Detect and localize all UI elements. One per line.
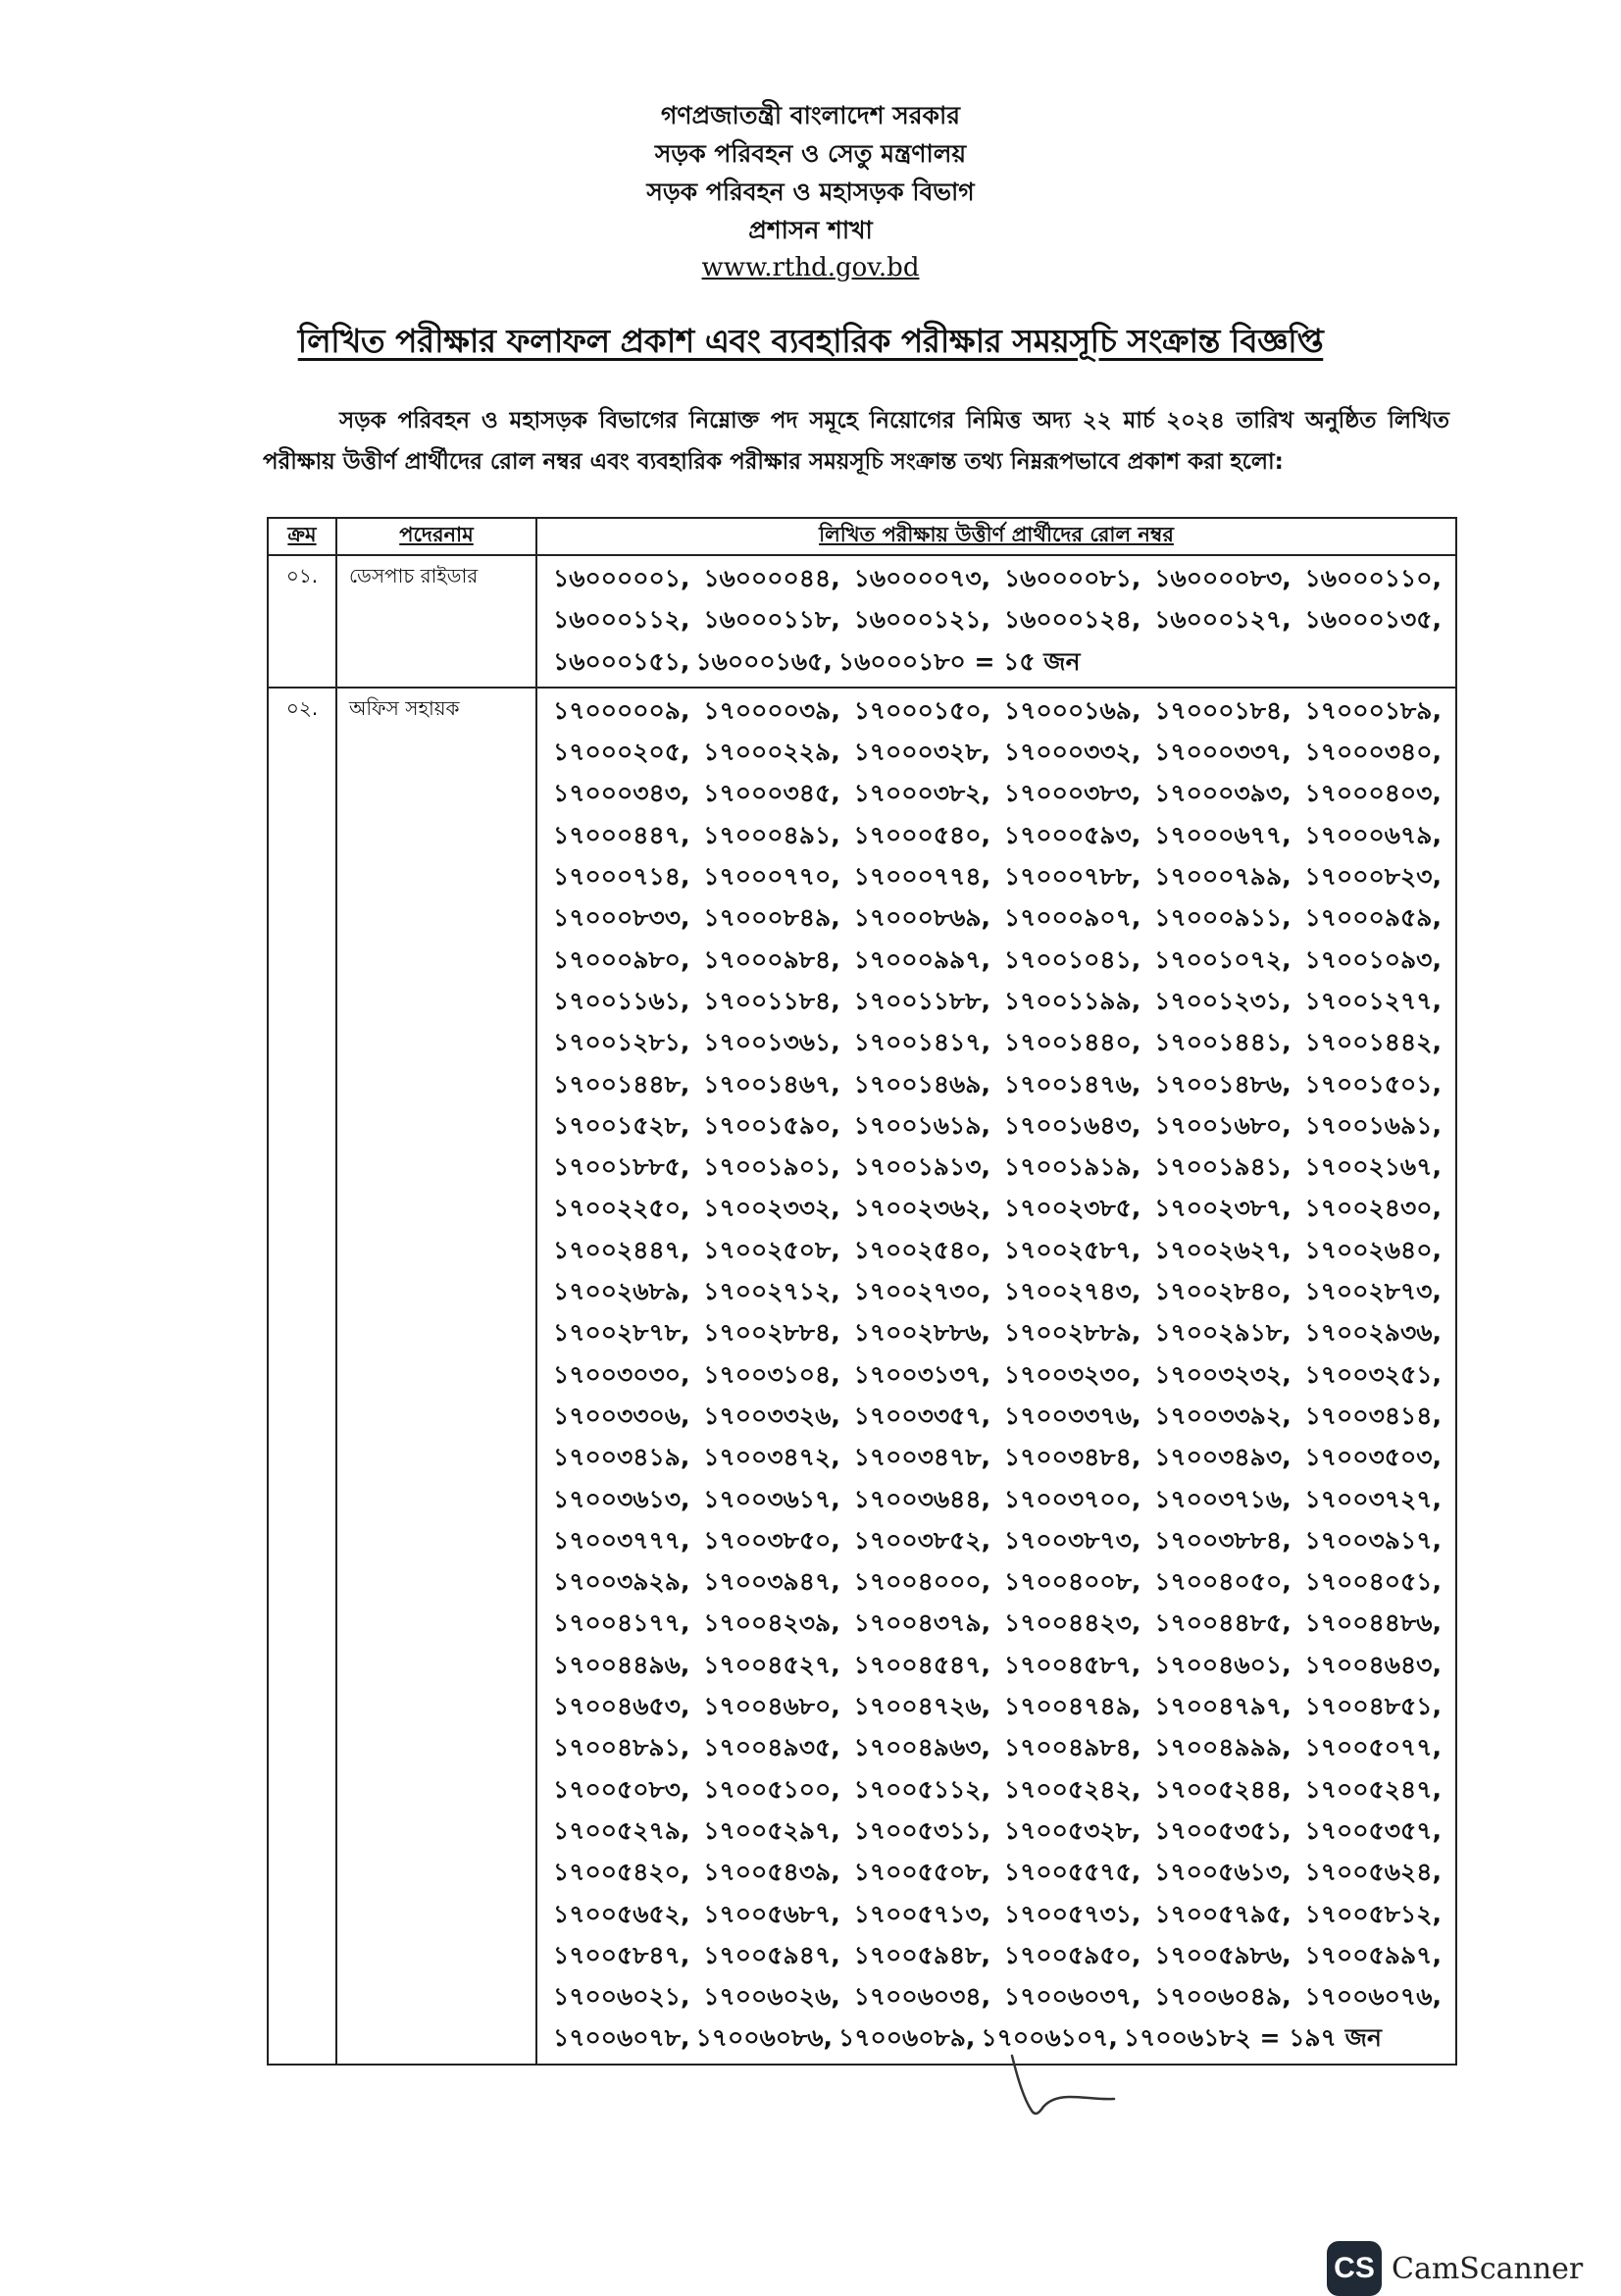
roll-number: ১৭০০৪১৭৭, — [553, 1608, 690, 1638]
roll-number: ১৭০০৪০০৮, — [1003, 1567, 1141, 1597]
roll-number: ১৭০০৬০৮৯, — [837, 2023, 976, 2053]
roll-number: ১৭০০৫৭৩১, — [1003, 1899, 1141, 1928]
roll-number: ১৭০০৪৫৪৭, — [853, 1650, 991, 1679]
roll-number: ১৭০০২৪৪৭, — [553, 1235, 690, 1264]
roll-line — [553, 815, 1442, 856]
roll-line — [553, 1312, 1442, 1353]
roll-number: ১৭০০৬০২১, — [553, 1982, 690, 2012]
roll-number: ১৭০০২৬২৭, — [1154, 1235, 1292, 1264]
roll-number: ১৭০০২৫০৮, — [703, 1235, 840, 1264]
roll-number: ১৭০০৫৯৮৬, — [1154, 1940, 1292, 1969]
roll-number: ১৭০০৩৮৫০, — [703, 1525, 840, 1555]
roll-number: ১৭০০২৩৬২, — [853, 1194, 991, 1223]
row-roll-numbers — [536, 555, 1456, 688]
roll-number: ১৭০০০৯৫৯, — [1304, 903, 1442, 933]
roll-number: ১৭০০৩৬১৭, — [703, 1484, 840, 1513]
roll-number: ১৭০০৩৪৭৮, — [853, 1443, 991, 1472]
roll-line — [553, 1271, 1442, 1312]
roll-number: ১৭০০৫২৯৭, — [703, 1815, 840, 1845]
roll-number: ১৭০০১৬৪৩, — [1003, 1110, 1141, 1140]
roll-line — [553, 1894, 1442, 1935]
roll-number: ১৭০০৫৬১৩, — [1154, 1858, 1292, 1887]
roll-number: ১৭০০০১৫০, — [853, 695, 991, 725]
roll-number: ১৭০০০৮৬৯, — [853, 903, 991, 933]
roll-number: ১৭০০৩৮৫২, — [853, 1525, 991, 1555]
roll-number: ১৭০০১৪৪৮, — [553, 1069, 690, 1098]
roll-number: ১৭০০২৭৩০, — [853, 1277, 991, 1306]
govt-name: গণপ্রজাতন্ত্রী বাংলাদেশ সরকার — [661, 101, 960, 129]
roll-number: ১৭০০১০৪১, — [1003, 944, 1141, 974]
roll-number: ১৭০০৬০৭৮, — [553, 2023, 690, 2053]
roll-number: ১৭০০৫৫০৮, — [853, 1858, 991, 1887]
roll-number: ১৭০০৬০৪৯, — [1154, 1982, 1292, 2012]
roll-number: ১৭০০০৯৮০, — [553, 944, 690, 974]
roll-number: ১৭০০৩৪৭২, — [703, 1443, 840, 1472]
roll-line — [553, 1064, 1442, 1105]
roll-number: ১৭০০৫৯৪৮, — [853, 1940, 990, 1969]
roll-number: ১৬০০০১২৪, — [1003, 605, 1141, 635]
roll-number: ১৭০০৪৪৮৬, — [1304, 1608, 1442, 1638]
roll-number: ১৬০০০১৬৫, — [695, 646, 833, 676]
roll-number: ১৭০০০৬৭৯, — [1304, 820, 1442, 849]
roll-number: ১৭০০০২২৯, — [703, 738, 840, 767]
roll-number: ১৭০০২৯১৮, — [1154, 1318, 1292, 1348]
results-table — [267, 517, 1457, 2066]
roll-number: ১৭০০৩৪১৪, — [1304, 1401, 1442, 1430]
roll-line — [553, 773, 1442, 814]
roll-number: ১৭০০৪৮৫১, — [1304, 1692, 1442, 1721]
roll-number: ১৭০০৪৭৯৭, — [1154, 1692, 1292, 1721]
roll-line — [553, 856, 1442, 897]
roll-number: ১৭০০০৩৯৩, — [1154, 779, 1292, 808]
roll-number: ১৭০০৪৯৮৪, — [1003, 1733, 1141, 1762]
roll-number: ১৭০০১৪৪১, — [1154, 1028, 1292, 1057]
roll-number: ১৭০০০১৮৯, — [1304, 695, 1442, 725]
roll-line — [553, 1230, 1442, 1271]
roll-number: ১৭০০০৯৯৭, — [853, 944, 991, 974]
roll-number: ১৭০০৩৭০০, — [1003, 1484, 1141, 1513]
roll-number: ১৭০০১৪৬৯, — [853, 1069, 991, 1098]
division-name: সড়ক পরিবহন ও মহাসড়ক বিভাগ — [646, 178, 975, 206]
roll-number: ১৭০০৩৮৮৪, — [1154, 1525, 1292, 1555]
roll-number: ১৭০০৫০৮৩, — [553, 1774, 690, 1804]
camscanner-label: CamScanner — [1392, 2251, 1584, 2286]
roll-number: ১৭০০১৬৯১, — [1304, 1110, 1442, 1140]
roll-line — [553, 1437, 1442, 1478]
roll-number: ১৭০০২৬৮৯, — [553, 1277, 690, 1306]
table-row — [268, 688, 1456, 2065]
roll-number: ১৭০০০৭৭০, — [703, 862, 840, 892]
roll-line — [553, 981, 1442, 1022]
roll-number: ১৭০০০৯১১, — [1154, 903, 1292, 933]
roll-number: ১৭০০০৩৪৩, — [553, 779, 690, 808]
roll-number: ১৭০০৩২৩০, — [1003, 1359, 1141, 1389]
roll-number: ১৭০০৫৬৮৭, — [703, 1899, 840, 1928]
roll-line — [553, 897, 1442, 939]
roll-number: ১৭০০১৪৭৬, — [1003, 1069, 1141, 1098]
roll-number: ১৭০০৪৯৬৩, — [853, 1733, 991, 1762]
roll-number: ১৭০০০৪৯১, — [703, 820, 840, 849]
roll-number: ১৭০০৫৩৫১, — [1154, 1815, 1292, 1845]
roll-line — [553, 1976, 1442, 2017]
roll-number: ১৭০০০৪৪৭, — [553, 820, 690, 849]
roll-number: ১৭০০১৫৯০, — [703, 1110, 840, 1140]
roll-number: ১৭০০৬১৮২ = ১৯৭ জন — [1123, 2023, 1382, 2053]
roll-number: ১৭০০৬০৭৬, — [1304, 1982, 1442, 2012]
roll-number: ১৭০০২৮৪০, — [1154, 1277, 1292, 1306]
roll-number: ১৭০০৪০৫১, — [1304, 1567, 1442, 1597]
roll-number: ১৭০০১৪১৭, — [853, 1028, 991, 1057]
camscanner-logo-icon: CS — [1327, 2241, 1382, 2296]
roll-number: ১৭০০০৮২৩, — [1304, 862, 1442, 892]
roll-number: ১৭০০১৪৪০, — [1003, 1028, 1141, 1057]
roll-number: ১৭০০১২৩১, — [1154, 986, 1292, 1015]
roll-line — [553, 1603, 1442, 1644]
roll-number: ১৭০০০৩৮২, — [853, 779, 991, 808]
roll-number: ১৭০০২৯৩৬, — [1304, 1318, 1442, 1348]
roll-number: ১৭০০৩২৩২, — [1154, 1359, 1292, 1389]
roll-line — [553, 940, 1442, 981]
roll-number: ১৭০০২৮৮৬, — [853, 1318, 991, 1348]
roll-number: ১৭০০৩১৩৭, — [853, 1359, 991, 1389]
roll-number: ১৭০০৪৭২৬, — [853, 1692, 991, 1721]
roll-number: ১৭০০৪৮৯১, — [553, 1733, 690, 1762]
roll-number: ১৬০০০১৮০ = ১৫ জন — [837, 646, 1081, 676]
notice-title: লিখিত পরীক্ষার ফলাফল প্রকাশ এবং ব্যবহারিক পরীক্ষার সময়সূচি সংক্রান্ত বিজ্ঞপ্তি — [297, 322, 1324, 360]
roll-number: ১৬০০০০৭৩, — [853, 564, 991, 592]
roll-number: ১৭০০৩৭৭৭, — [553, 1525, 690, 1555]
row-post-name: অফিস সহায়ক — [336, 688, 536, 2065]
roll-number: ১৭০০৪৬০১, — [1154, 1650, 1292, 1679]
website-link[interactable]: www.rthd.gov.bd — [701, 253, 920, 282]
roll-line-total — [553, 641, 1442, 683]
roll-number: ১৭০০৫৫৭৫, — [1003, 1858, 1141, 1887]
roll-number: ১৭০০২৬৪০, — [1304, 1235, 1442, 1264]
roll-line — [553, 1354, 1442, 1396]
roll-line — [553, 1520, 1442, 1561]
intro-paragraph: সড়ক পরিবহন ও মহাসড়ক বিভাগের নিম্নোক্ত পদ সমূহে নিয়োগের নিমিত্ত অদ্য ২২ মার্চ ২০২৪ তারিখ অনুষ্ঠিত লিখিত পরীক্ষায় উত্তীর্ণ প্রার্থীদের রোল নম্বর এবং ব্যবহারিক পরীক্ষার সময়সূচি সংক্রান্ত তথ্য নিম্নরূপভাবে প্রকাশ করা হলো: — [263, 408, 1449, 475]
roll-number: ১৭০০০৩৪৫, — [703, 779, 840, 808]
roll-number: ১৭০০৫২৪২, — [1003, 1774, 1141, 1804]
roll-number: ১৭০০৪০০০, — [853, 1567, 991, 1597]
roll-number: ১৭০০১৯১৩, — [853, 1152, 990, 1182]
header-roll-numbers: লিখিত পরীক্ষায় উত্তীর্ণ প্রার্থীদের রোল নম্বর — [536, 518, 1456, 555]
roll-number: ১৭০০৪৬৮০, — [703, 1692, 840, 1721]
roll-number: ১৭০০৫৭১৩, — [853, 1899, 991, 1928]
roll-number: ১৭০০৬০৩৭, — [1003, 1982, 1141, 2012]
roll-number: ১৭০০৫২৪৪, — [1154, 1774, 1292, 1804]
roll-number: ১৭০০০৩২৮, — [853, 738, 991, 767]
roll-number: ১৭০০২৩৮৫, — [1003, 1194, 1141, 1223]
roll-number: ১৭০০০৮৪৯, — [703, 903, 840, 933]
roll-line — [553, 690, 1442, 732]
roll-number: ১৭০০৪৭৪৯, — [1004, 1692, 1141, 1721]
roll-number: ১৭০০১৫০১, — [1304, 1069, 1442, 1098]
roll-number: ১৭০০৫৩২৮, — [1003, 1815, 1141, 1845]
roll-number: ১৭০০৫৮৪৭, — [553, 1940, 690, 1969]
roll-number: ১৭০০২৭৪৩, — [1003, 1277, 1141, 1306]
roll-number: ১৭০০০৩৮৩, — [1003, 779, 1141, 808]
roll-number: ১৭০০১০৯৩, — [1304, 944, 1442, 974]
roll-number: ১৭০০০৩৪০, — [1304, 738, 1442, 767]
roll-number: ১৭০০৫৩১১, — [853, 1815, 991, 1845]
roll-line — [553, 1811, 1442, 1852]
roll-line — [553, 1147, 1442, 1188]
roll-number: ১৭০০০১৬৯, — [1004, 695, 1141, 725]
header-post-name: পদেরনাম — [336, 518, 536, 555]
roll-number: ১৭০০৩৪১৯, — [553, 1443, 690, 1472]
roll-number: ১৭০০৫১১২, — [853, 1774, 991, 1804]
roll-number: ১৭০০১১৯৯, — [1003, 986, 1141, 1015]
branch-name: প্রশাসন শাখা — [748, 216, 873, 244]
roll-number: ১৭০০৪৩৭৯, — [853, 1608, 991, 1638]
roll-line — [553, 732, 1442, 773]
header-serial: ক্রম — [268, 518, 336, 555]
roll-number: ১৭০০৪৪৮৫, — [1154, 1608, 1292, 1638]
ministry-name: সড়ক পরিবহন ও সেতু মন্ত্রণালয় — [654, 139, 967, 168]
roll-number: ১৭০০০৯৮৪, — [703, 944, 840, 974]
roll-number: ১৭০০১৪৮৬, — [1154, 1069, 1292, 1098]
roll-number: ১৭০০১৪৪২, — [1304, 1028, 1442, 1057]
roll-number: ১৭০০০২০৫, — [553, 738, 690, 767]
roll-line-total — [553, 2017, 1442, 2059]
roll-number: ১৭০০৩৮৭৩, — [1003, 1525, 1141, 1555]
roll-number: ১৭০০৪২৩৯, — [703, 1608, 840, 1638]
roll-number: ১৭০০৩৪৮৪, — [1003, 1443, 1141, 1472]
roll-number: ১৬০০০১২৭, — [1154, 605, 1292, 635]
roll-number: ১৭০০৫৮১২, — [1304, 1899, 1442, 1928]
roll-line — [553, 1727, 1442, 1768]
roll-line — [553, 558, 1442, 599]
roll-number: ১৭০০১২৮১, — [553, 1028, 690, 1057]
roll-number: ১৭০০১১৮৪, — [703, 986, 840, 1015]
signature-mark — [1000, 2050, 1118, 2128]
roll-number: ১৭০০০৭১৪, — [553, 862, 690, 892]
roll-line — [553, 1479, 1442, 1520]
roll-line — [553, 1396, 1442, 1437]
roll-number: ১৭০০০৮৩৩, — [553, 903, 690, 933]
roll-number: ১৭০০৪৯৯৯, — [1154, 1733, 1292, 1762]
roll-number: ১৭০০১৮৮৫, — [553, 1152, 690, 1182]
roll-number: ১৬০০০১৩৫, — [1304, 605, 1442, 635]
roll-number: ১৭০০২১৬৭, — [1304, 1152, 1442, 1182]
roll-number: ১৭০০০৯০৭, — [1003, 903, 1141, 933]
roll-number: ১৬০০০০৮৩, — [1154, 564, 1292, 592]
roll-number: ১৭০০৩৯৪৭, — [703, 1567, 840, 1597]
roll-number: ১৭০০৩৭১৬, — [1154, 1484, 1292, 1513]
roll-line — [553, 1645, 1442, 1686]
roll-number: ১৭০০৪৪৯৬, — [553, 1650, 690, 1679]
roll-line — [553, 1769, 1442, 1811]
roll-number: ১৭০০৪০৫০, — [1154, 1567, 1292, 1597]
roll-number: ১৭০০২৮৮৯, — [1003, 1318, 1141, 1348]
roll-number: ১৭০০৩৫০৩, — [1304, 1443, 1442, 1472]
roll-number: ১৭০০১০৭২, — [1154, 944, 1292, 974]
roll-number: ১৭০০৪৫৮৭, — [1003, 1650, 1141, 1679]
roll-line — [553, 1686, 1442, 1727]
roll-number: ১৭০০৪৬৪৩, — [1304, 1650, 1442, 1679]
roll-number: ১৬০০০১১২, — [553, 605, 690, 635]
roll-number: ১৭০০৫২৭৯, — [553, 1815, 690, 1845]
roll-number: ১৭০০৫৬৫২, — [553, 1899, 690, 1928]
roll-number: ১৭০০০৫৪০, — [853, 820, 990, 849]
roll-number: ১৭০০২৮৭৩, — [1304, 1277, 1442, 1306]
roll-number: ১৭০০০০০৯, — [553, 695, 690, 725]
roll-number: ১৭০০৪৯৩৫, — [703, 1733, 840, 1762]
roll-number: ১৭০০৪৪২৩, — [1003, 1608, 1141, 1638]
roll-number: ১৬০০০১২১, — [853, 605, 991, 635]
roll-number: ১৭০০৫৩৫৭, — [1304, 1815, 1442, 1845]
table-row — [268, 555, 1456, 688]
roll-number: ১৭০০০১৮৪, — [1154, 695, 1292, 725]
roll-number: ১৭০০০৭৮৮, — [1003, 862, 1141, 892]
roll-number: ১৭০০২৮৮৪, — [703, 1318, 840, 1348]
roll-number: ১৭০০০৩৩২, — [1003, 738, 1141, 767]
roll-number: ১৭০০৬০৩৪, — [853, 1982, 991, 2012]
roll-number: ১৬০০০০৮১, — [1003, 564, 1141, 592]
row-roll-numbers — [536, 688, 1456, 2065]
roll-number: ১৭০০৩৩৯২, — [1154, 1401, 1292, 1430]
roll-number: ১৭০০৩৬১৩, — [553, 1484, 690, 1513]
roll-number: ১৭০০৪৫২৭, — [703, 1650, 840, 1679]
roll-number: ১৭০০১৬১৯, — [853, 1110, 990, 1140]
roll-line — [553, 599, 1442, 640]
roll-number: ১৭০০৫৯৫০, — [1003, 1940, 1141, 1969]
row-serial: ০১. — [268, 555, 336, 688]
roll-number: ১৭০০৬১০৭, — [981, 2023, 1118, 2053]
roll-number: ১৭০০১৯০১, — [703, 1152, 840, 1182]
roll-number: ১৭০০০৩৩৭, — [1154, 738, 1292, 767]
roll-number: ১৭০০১৩৬১, — [703, 1028, 840, 1057]
roll-number: ১৭০০৫২৪৭, — [1304, 1774, 1442, 1804]
roll-number: ১৭০০০৫৯৩, — [1003, 820, 1141, 849]
roll-number: ১৭০০৩২৫১, — [1304, 1359, 1442, 1389]
roll-number: ১৭০০৩৭২৭, — [1304, 1484, 1442, 1513]
roll-number: ১৭০০৩৩৭৬, — [1003, 1401, 1141, 1430]
table-header-row — [268, 518, 1456, 555]
roll-number: ১৭০০৩১০৪, — [703, 1359, 840, 1389]
roll-number: ১৭০০৪৬৫৩, — [553, 1692, 690, 1721]
roll-number: ১৭০০১৫২৮, — [553, 1110, 690, 1140]
roll-number: ১৭০০৬০২৬, — [703, 1982, 840, 2012]
roll-number: ১৭০০০৭৯৯, — [1154, 862, 1292, 892]
roll-number: ১৭০০৬০৮৬, — [695, 2023, 833, 2053]
roll-number: ১৭০০২৮৭৮, — [553, 1318, 690, 1348]
roll-number: ১৭০০৫৭৯৫, — [1154, 1899, 1292, 1928]
roll-number: ১৭০০২৪৩০, — [1304, 1194, 1442, 1223]
roll-line — [553, 1561, 1442, 1603]
roll-number: ১৭০০১৪৬৭, — [703, 1069, 840, 1098]
roll-number: ১৭০০১৬৮০, — [1154, 1110, 1292, 1140]
roll-number: ১৭০০৩৯২৯, — [553, 1567, 690, 1597]
row-serial: ০২. — [268, 688, 336, 2065]
roll-number: ১৭০০১৯১৯, — [1003, 1152, 1141, 1182]
roll-number: ১৭০০৩৩২৬, — [703, 1401, 840, 1430]
roll-line — [553, 1852, 1442, 1893]
roll-number: ১৭০০৫৪৩৯, — [703, 1858, 840, 1887]
roll-number: ১৭০০৫৬২৪, — [1304, 1858, 1442, 1887]
roll-number: ১৭০০২৫৮৭, — [1003, 1235, 1141, 1264]
roll-line — [553, 1935, 1442, 1976]
roll-number: ১৭০০২৩৮৭, — [1154, 1194, 1292, 1223]
roll-line — [553, 1188, 1442, 1229]
roll-number: ১৭০০৩৪৯৩, — [1154, 1443, 1292, 1472]
roll-number: ১৭০০০৬৭৭, — [1154, 820, 1292, 849]
row-post-name: ডেসপাচ রাইডার — [336, 555, 536, 688]
letterhead — [0, 96, 1621, 287]
roll-number: ১৭০০১৯৪১, — [1154, 1152, 1292, 1182]
roll-number: ১৭০০৩৯১৭, — [1304, 1525, 1442, 1555]
roll-line — [553, 1105, 1442, 1147]
roll-number: ১৭০০৩৬৪৪, — [853, 1484, 991, 1513]
roll-number: ১৬০০০০৪৪, — [703, 564, 840, 592]
roll-number: ১৬০০০০০১, — [553, 564, 690, 592]
roll-number: ১৭০০০০৩৯, — [703, 695, 840, 725]
roll-number: ১৭০০২২৫০, — [553, 1194, 690, 1223]
camscanner-watermark — [1327, 2243, 1583, 2294]
roll-number: ১৬০০০১৫১, — [553, 646, 690, 676]
roll-number: ১৭০০১২৭৭, — [1304, 986, 1442, 1015]
roll-number: ১৭০০০৭৭৪, — [853, 862, 991, 892]
roll-number: ১৭০০২৭১২, — [703, 1277, 840, 1306]
roll-number: ১৬০০০১১৮, — [703, 605, 840, 635]
roll-number: ১৭০০৩০৩০, — [553, 1359, 690, 1389]
roll-number: ১৭০০৩৩০৬, — [553, 1401, 690, 1430]
roll-line — [553, 1022, 1442, 1063]
roll-number: ১৭০০৫৪২০, — [553, 1858, 690, 1887]
roll-number: ১৬০০০১১০, — [1304, 564, 1442, 592]
roll-number: ১৭০০২৫৪০, — [853, 1235, 991, 1264]
roll-number: ১৭০০৩৩৫৭, — [853, 1401, 991, 1430]
roll-number: ১৭০০০৪০৩, — [1304, 779, 1442, 808]
roll-number: ১৭০০৫১০০, — [703, 1774, 840, 1804]
roll-number: ১৭০০৫৯৯৭, — [1304, 1940, 1442, 1969]
roll-number: ১৭০০৫৯৪৭, — [703, 1940, 840, 1969]
roll-number: ১৭০০৫০৭৭, — [1304, 1733, 1442, 1762]
roll-number: ১৭০০২৩৩২, — [703, 1194, 840, 1223]
roll-number: ১৭০০১১৬১, — [553, 986, 690, 1015]
roll-number: ১৭০০১১৮৮, — [853, 986, 990, 1015]
